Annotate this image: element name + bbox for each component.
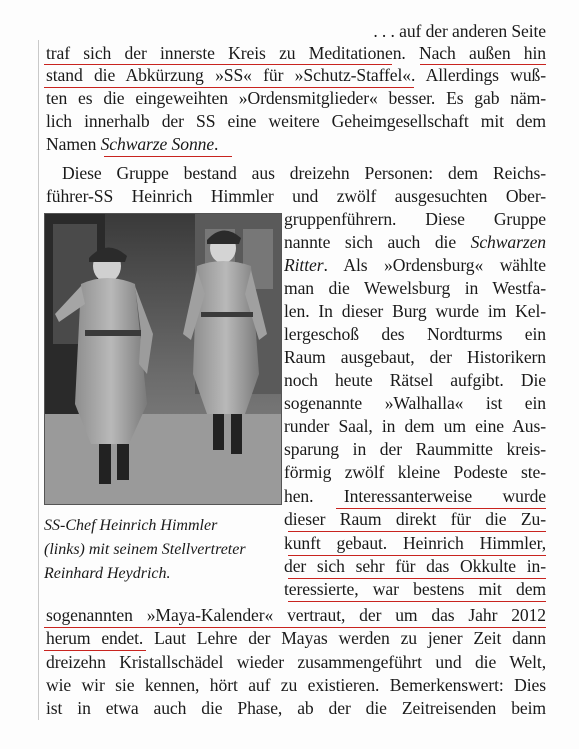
text-line: len. In dieser Burg wurde im Kel- [284, 301, 546, 321]
text-span: nannte sich auch die [284, 232, 471, 252]
text-line [284, 231, 546, 253]
red-underline [44, 627, 546, 628]
photo-caption-line: Reinhard Heydrich. [44, 565, 171, 582]
text-line: man die Wewelsburg in Westfa- [284, 278, 546, 298]
red-underline [288, 601, 546, 602]
historical-photo [44, 213, 282, 505]
red-underline [288, 555, 546, 556]
text-line: Raum ausgebaut, der Historikern [284, 347, 546, 367]
red-underline [288, 578, 546, 579]
group-name-emphasis: Schwarzen [470, 232, 546, 252]
red-underline [44, 64, 392, 65]
text-line: förmig zwölf kleine Podeste ste- [284, 462, 546, 482]
margin-line [38, 40, 39, 720]
text-line: sparung in der Raummitte kreis- [284, 439, 546, 459]
text-span: . Als »Ordensburg« wählte [323, 255, 546, 275]
text-line: hen. Interessanterweise wurde [284, 486, 546, 506]
text-line: sogenannten »Maya-Kalender« vertraut, der um das Jahr 2012 [46, 605, 546, 625]
text-line [46, 133, 218, 155]
photo-caption-line: (links) mit seinem Stellvertreter [44, 541, 246, 558]
text-span: . [214, 134, 219, 154]
text-line: ist in etwa auch die Phase, ab der die Zeitreisenden beim [46, 698, 546, 718]
text-line: sogenannte »Walhalla« ist ein [284, 393, 546, 413]
text-line: ten es die eingeweihten »Ordensmitglieder« besser. Es gab näm- [46, 88, 546, 108]
text-line: traf sich der innerste Kreis zu Meditationen. Nach außen hin [46, 43, 546, 63]
group-name-emphasis: Schwarze Sonne [100, 134, 215, 154]
text-line: wie wir sie kennen, hört auf zu existieren. Bemerkenswert: Dies [46, 675, 546, 695]
text-line: runder Saal, in dem um eine Aus- [284, 416, 546, 436]
text-line [284, 254, 546, 276]
red-underline [104, 156, 232, 157]
red-underline [420, 64, 546, 65]
group-name-emphasis: Ritter [284, 255, 324, 275]
text-line: kunft gebaut. Heinrich Himmler, [284, 533, 546, 553]
text-line: dreizehn Kristallschädel wieder zusammengeführt und die Welt, [46, 652, 546, 672]
text-line: teressierte, war bestens mit dem [284, 579, 546, 599]
text-line: herum endet. Laut Lehre der Mayas werden zu jener Zeit dann [46, 628, 546, 648]
text-line: Diese Gruppe bestand aus dreizehn Personen: dem Reichs- [62, 163, 546, 183]
red-underline [288, 531, 546, 532]
text-line: der sich sehr für das Okkulte in- [284, 556, 546, 576]
red-underline [44, 87, 414, 88]
continuation-line: . . . auf der anderen Seite [373, 21, 546, 41]
text-line: noch heute Rätsel aufgibt. Die [284, 370, 546, 390]
text-line: gruppenführern. Diese Gruppe [284, 209, 546, 229]
photo-illustration [45, 214, 281, 504]
red-underline [336, 508, 546, 509]
text-line: lich innerhalb der SS eine weitere Geheimgesellschaft mit dem [46, 111, 546, 131]
text-line: dieser Raum direkt für die Zu- [284, 509, 546, 529]
text-line: stand die Abkürzung »SS« für »Schutz-Staffel«. Allerdings wuß- [46, 65, 546, 85]
photo-caption-line: SS-Chef Heinrich Himmler [44, 517, 218, 534]
text-span: Namen [46, 134, 101, 154]
text-line: lergeschoß des Nordturms ein [284, 324, 546, 344]
red-underline [44, 650, 146, 651]
text-line: führer-SS Heinrich Himmler und zwölf ausgesuchten Ober- [46, 186, 546, 206]
